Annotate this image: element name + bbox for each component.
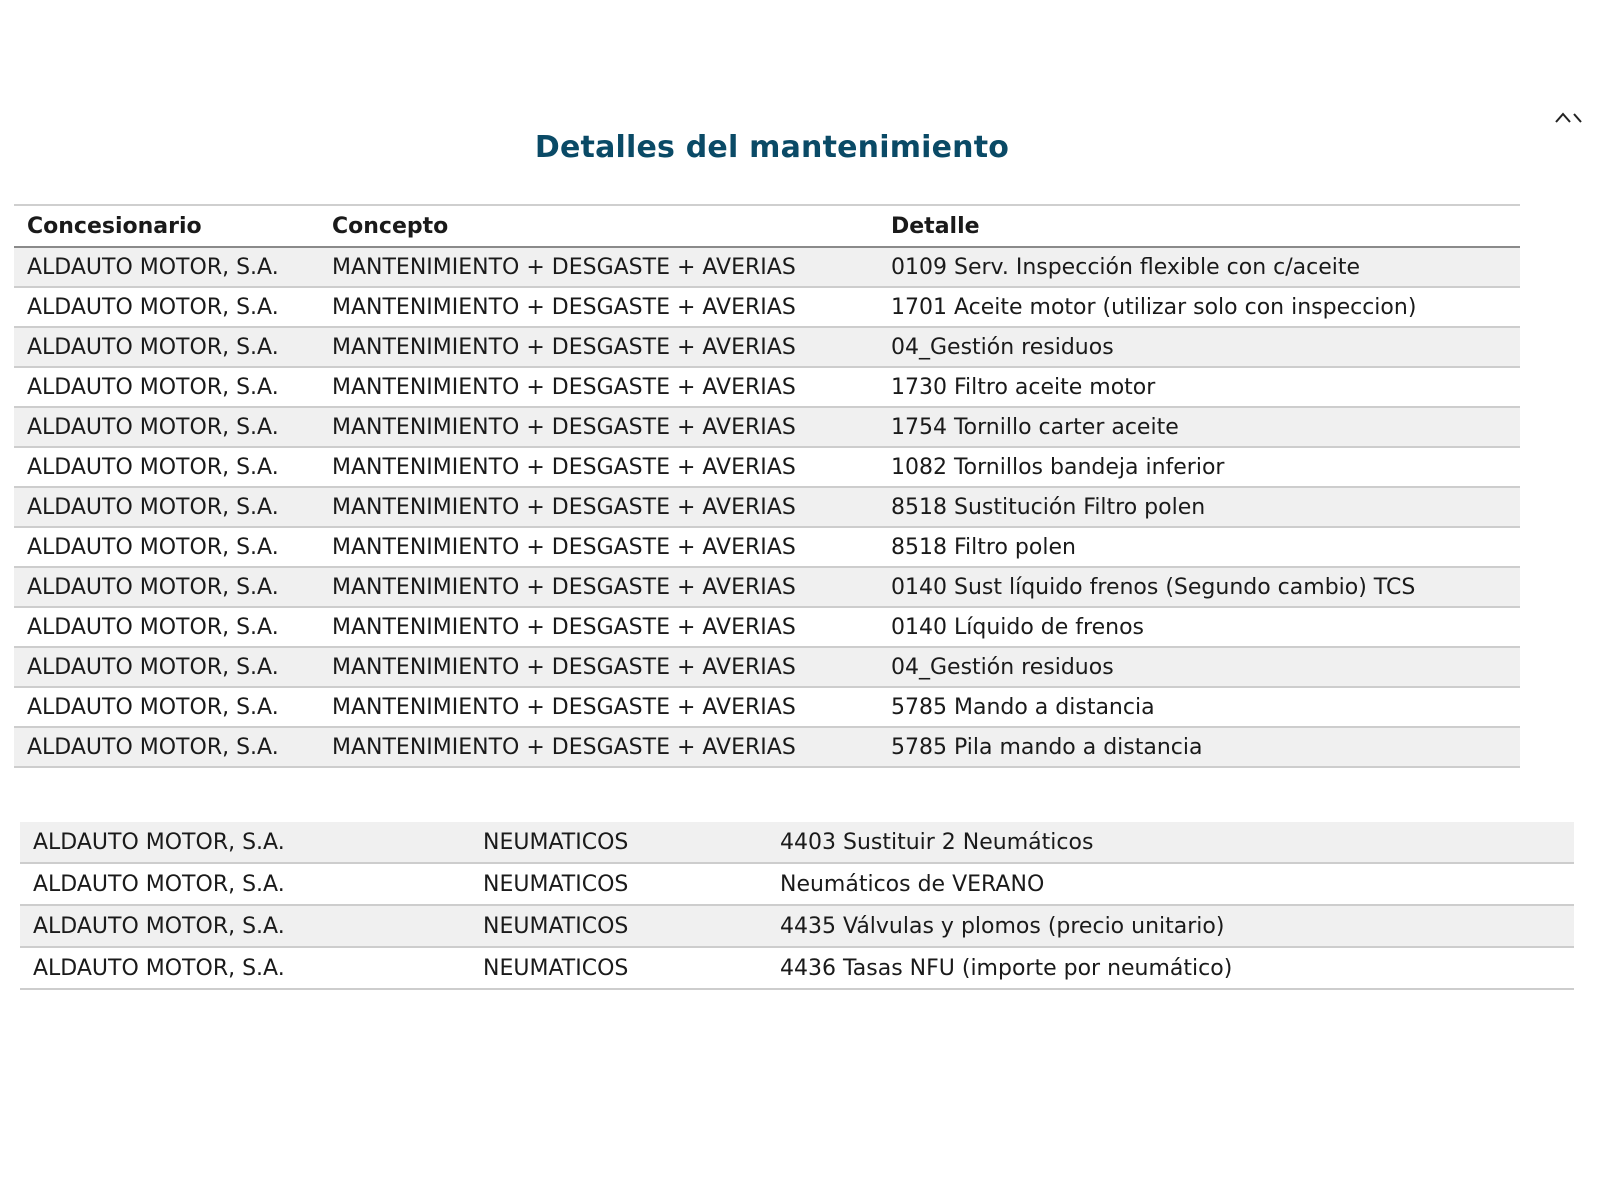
cell-concesionario: ALDAUTO MOTOR, S.A. [27,254,279,280]
table-row[interactable] [14,568,1520,608]
cell-detalle: 4403 Sustituir 2 Neumáticos [780,829,1094,855]
cell-concesionario: ALDAUTO MOTOR, S.A. [27,454,279,480]
cell-concepto: MANTENIMIENTO + DESGASTE + AVERIAS [332,454,796,480]
page-title: Detalles del mantenimiento [534,130,1010,165]
cell-detalle: 4436 Tasas NFU (importe por neumático) [780,955,1233,981]
table-row[interactable] [20,948,1574,990]
table-row[interactable] [14,728,1520,768]
cell-concesionario: ALDAUTO MOTOR, S.A. [33,955,285,981]
cell-concesionario: ALDAUTO MOTOR, S.A. [27,574,279,600]
table-row[interactable] [14,248,1520,288]
cell-concepto: MANTENIMIENTO + DESGASTE + AVERIAS [332,374,796,400]
cell-concepto: MANTENIMIENTO + DESGASTE + AVERIAS [332,614,796,640]
column-header-detalle[interactable]: Detalle [891,213,980,239]
table-row[interactable] [20,822,1574,864]
cell-concepto: MANTENIMIENTO + DESGASTE + AVERIAS [332,494,796,520]
cell-concesionario: ALDAUTO MOTOR, S.A. [27,494,279,520]
table-row[interactable] [14,328,1520,368]
table-row[interactable] [14,448,1520,488]
cell-concepto: MANTENIMIENTO + DESGASTE + AVERIAS [332,694,796,720]
cell-concesionario: ALDAUTO MOTOR, S.A. [27,654,279,680]
cell-detalle: 0109 Serv. Inspección flexible con c/aceite [891,254,1361,280]
chevron-up-icon[interactable] [1552,108,1586,126]
cell-detalle: 4435 Válvulas y plomos (precio unitario) [780,913,1225,939]
cell-concepto: MANTENIMIENTO + DESGASTE + AVERIAS [332,534,796,560]
cell-detalle: 8518 Filtro polen [891,534,1076,560]
cell-concesionario: ALDAUTO MOTOR, S.A. [27,694,279,720]
table-row[interactable] [20,906,1574,948]
cell-concepto: NEUMATICOS [483,913,629,939]
cell-concesionario: ALDAUTO MOTOR, S.A. [33,871,285,897]
table-row[interactable] [14,688,1520,728]
cell-detalle: 1082 Tornillos bandeja inferior [891,454,1225,480]
cell-concepto: NEUMATICOS [483,871,629,897]
cell-concesionario: ALDAUTO MOTOR, S.A. [27,734,279,760]
tires-table [20,822,1574,990]
cell-concesionario: ALDAUTO MOTOR, S.A. [27,414,279,440]
table-row[interactable] [14,288,1520,328]
cell-concesionario: ALDAUTO MOTOR, S.A. [33,829,285,855]
cell-concepto: MANTENIMIENTO + DESGASTE + AVERIAS [332,654,796,680]
table-row[interactable] [14,408,1520,448]
cell-detalle: 1730 Filtro aceite motor [891,374,1156,400]
cell-detalle: 5785 Mando a distancia [891,694,1155,720]
cell-detalle: 04_Gestión residuos [891,654,1114,680]
maintenance-table [14,204,1520,768]
cell-concepto: NEUMATICOS [483,829,629,855]
cell-concepto: MANTENIMIENTO + DESGASTE + AVERIAS [332,334,796,360]
cell-concepto: MANTENIMIENTO + DESGASTE + AVERIAS [332,254,796,280]
cell-detalle: 8518 Sustitución Filtro polen [891,494,1206,520]
cell-concesionario: ALDAUTO MOTOR, S.A. [27,374,279,400]
table-row[interactable] [14,608,1520,648]
cell-concesionario: ALDAUTO MOTOR, S.A. [27,534,279,560]
cell-concesionario: ALDAUTO MOTOR, S.A. [27,614,279,640]
cell-concepto: NEUMATICOS [483,955,629,981]
cell-detalle: 5785 Pila mando a distancia [891,734,1203,760]
cell-concepto: MANTENIMIENTO + DESGASTE + AVERIAS [332,294,796,320]
cell-detalle: 0140 Líquido de frenos [891,614,1144,640]
cell-concesionario: ALDAUTO MOTOR, S.A. [27,294,279,320]
cell-detalle: 1701 Aceite motor (utilizar solo con inspeccion) [891,294,1417,320]
table-header-row [14,206,1520,248]
cell-concepto: MANTENIMIENTO + DESGASTE + AVERIAS [332,734,796,760]
cell-detalle: 0140 Sust líquido frenos (Segundo cambio) TCS [891,574,1416,600]
cell-concesionario: ALDAUTO MOTOR, S.A. [33,913,285,939]
column-header-concepto[interactable]: Concepto [332,213,449,239]
cell-detalle: Neumáticos de VERANO [780,871,1045,897]
cell-concesionario: ALDAUTO MOTOR, S.A. [27,334,279,360]
table-row[interactable] [14,648,1520,688]
table-row[interactable] [14,488,1520,528]
table-row[interactable] [14,368,1520,408]
table-row[interactable] [14,528,1520,568]
table-row[interactable] [20,864,1574,906]
column-header-concesionario[interactable]: Concesionario [27,213,202,239]
cell-concepto: MANTENIMIENTO + DESGASTE + AVERIAS [332,574,796,600]
cell-concepto: MANTENIMIENTO + DESGASTE + AVERIAS [332,414,796,440]
cell-detalle: 1754 Tornillo carter aceite [891,414,1179,440]
cell-detalle: 04_Gestión residuos [891,334,1114,360]
